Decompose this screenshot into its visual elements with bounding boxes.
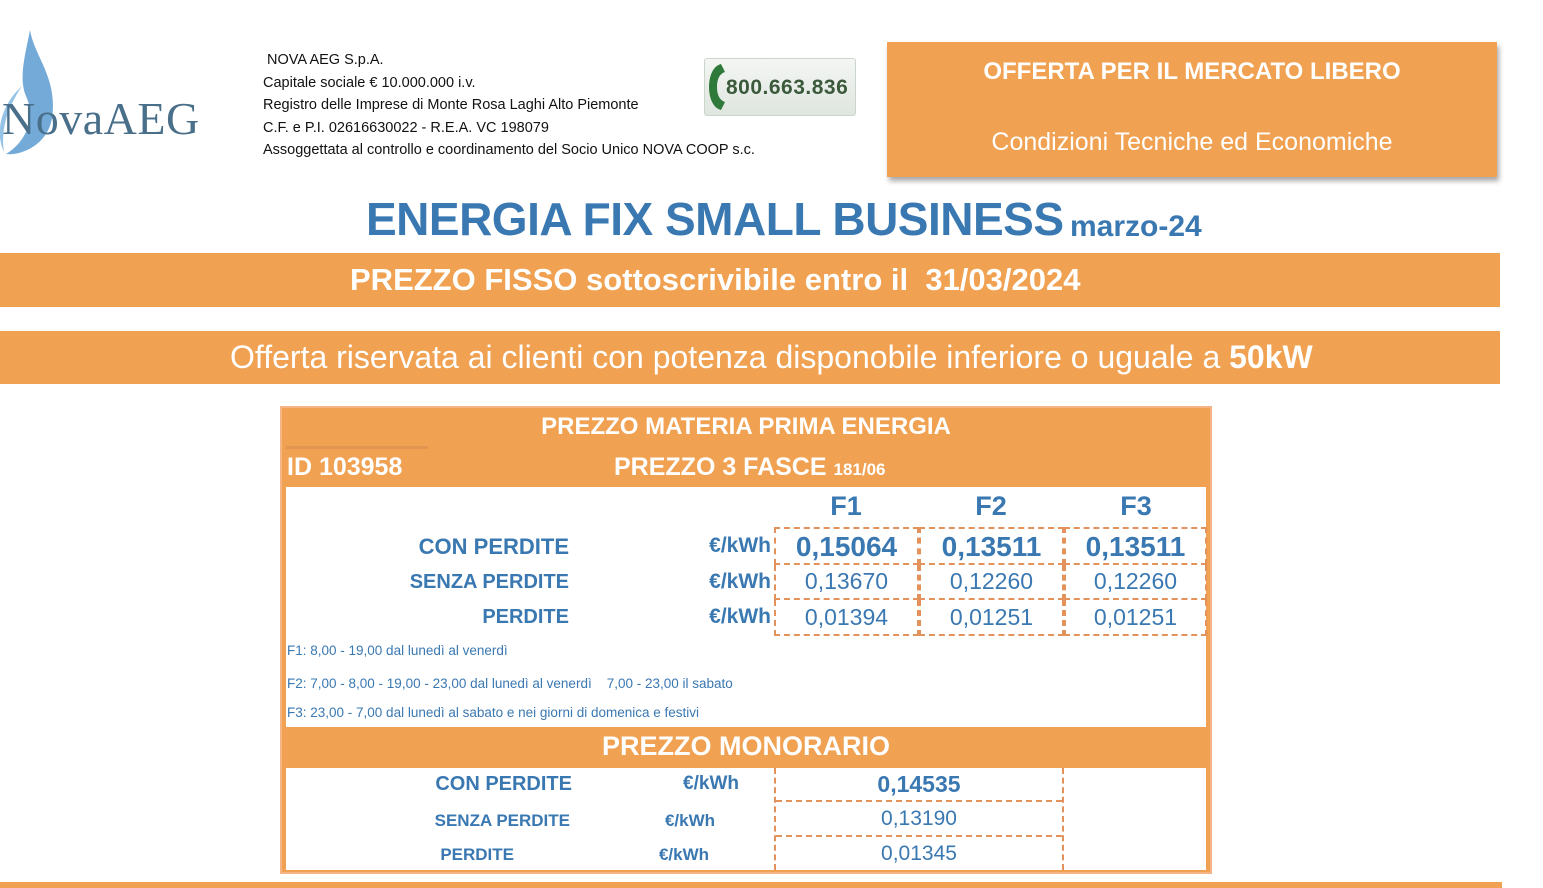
cell-perdite-f3: 0,01251 xyxy=(1064,600,1207,636)
note-f1: F1: 8,00 - 19,00 dal lunedì al venerdì xyxy=(287,643,508,658)
monorario-title: PREZZO MONORARIO xyxy=(602,731,890,761)
eligibility-power: 50kW xyxy=(1229,339,1313,375)
deadline-date: 31/03/2024 xyxy=(925,262,1081,297)
offer-title: OFFERTA PER IL MERCATO LIBERO xyxy=(983,58,1401,85)
mono-label-senza-perdite: SENZA PERDITE xyxy=(434,811,570,830)
row-unit-senza-perdite: €/kWh xyxy=(709,570,771,593)
phone-number: 800.663.836 xyxy=(726,76,849,99)
cell-senza-perdite-f3: 0,12260 xyxy=(1064,565,1207,600)
subheader-text: PREZZO 3 FASCE xyxy=(614,453,827,481)
company-info xyxy=(263,49,755,162)
column-header-f1: F1 xyxy=(830,491,862,521)
cell-senza-perdite-f1: 0,13670 xyxy=(774,565,919,600)
company-fiscal-code: C.F. e P.I. 02616630022 - R.E.A. VC 198079 xyxy=(263,119,549,136)
mono-value-con-perdite: 0,14535 xyxy=(877,771,961,797)
mono-value-perdite: 0,01345 xyxy=(881,842,957,865)
row-unit-perdite: €/kWh xyxy=(709,605,771,628)
row-label-con-perdite: CON PERDITE xyxy=(418,534,569,559)
mono-unit-senza-perdite: €/kWh xyxy=(664,811,715,830)
row-label-senza-perdite: SENZA PERDITE xyxy=(409,571,569,593)
row-unit-con-perdite: €/kWh xyxy=(709,534,771,557)
company-control: Assoggettata al controllo e coordinamento del Socio Unico NOVA COOP s.c. xyxy=(263,142,755,158)
mono-value-senza-perdite: 0,13190 xyxy=(881,807,957,830)
mono-unit-perdite: €/kWh xyxy=(658,845,709,864)
company-name: NOVA AEG S.p.A. xyxy=(267,52,384,68)
table-subheader xyxy=(614,453,886,482)
column-header-f2: F2 xyxy=(975,491,1007,521)
monorario-divider-right xyxy=(1062,768,1064,870)
cell-con-perdite-f1: 0,15064 xyxy=(774,527,919,565)
eligibility-prefix: Offerta riservata ai clienti con potenza disponobile inferiore o uguale a xyxy=(230,339,1230,375)
subheader-ref: 181/06 xyxy=(833,460,886,479)
product-title: ENERGIA FIX SMALL BUSINESS xyxy=(366,193,1064,245)
deadline-text xyxy=(350,262,1080,298)
note-f2: F2: 7,00 - 8,00 - 19,00 - 23,00 dal lunedì al venerdì 7,00 - 23,00 il sabato xyxy=(287,676,733,691)
deadline-prefix: PREZZO FISSO sottoscrivibile entro il xyxy=(350,262,909,297)
company-registry: Registro delle Imprese di Monte Rosa Laghi Alto Piemonte xyxy=(263,97,639,113)
deadline-band xyxy=(0,253,1500,307)
monorario-panel xyxy=(286,768,1206,870)
company-capital: Capitale sociale € 10.000.000 i.v. xyxy=(263,74,476,91)
bottom-band xyxy=(0,882,1502,888)
table-header: PREZZO MATERIA PRIMA ENERGIA xyxy=(541,413,951,440)
cell-senza-perdite-f2: 0,12260 xyxy=(919,565,1064,600)
cell-con-perdite-f3: 0,13511 xyxy=(1064,527,1207,565)
eligibility-band xyxy=(0,331,1500,384)
product-date: marzo-24 xyxy=(1070,210,1202,243)
note-f3: F3: 23,00 - 7,00 dal lunedì al sabato e nei giorni di domenica e festivi xyxy=(287,705,700,720)
row-label-perdite: PERDITE xyxy=(482,606,569,628)
cell-con-perdite-f2: 0,13511 xyxy=(919,527,1064,565)
monorario-rule-1 xyxy=(776,800,1062,802)
mono-unit-con-perdite: €/kWh xyxy=(683,773,739,794)
monorario-rule-2 xyxy=(776,835,1062,837)
offer-id: ID 103958 xyxy=(287,453,403,481)
column-header-f3: F3 xyxy=(1120,491,1152,521)
offer-subtitle: Condizioni Tecniche ed Economiche xyxy=(991,128,1393,156)
eligibility-text xyxy=(230,339,1313,376)
offer-box xyxy=(887,42,1497,177)
cell-perdite-f2: 0,01251 xyxy=(919,600,1064,636)
mono-label-perdite: PERDITE xyxy=(440,845,514,864)
cell-perdite-f1: 0,01394 xyxy=(774,600,919,636)
mono-label-con-perdite: CON PERDITE xyxy=(435,773,572,795)
company-logo: NovaAEG xyxy=(2,93,200,144)
header-divider xyxy=(286,446,428,449)
